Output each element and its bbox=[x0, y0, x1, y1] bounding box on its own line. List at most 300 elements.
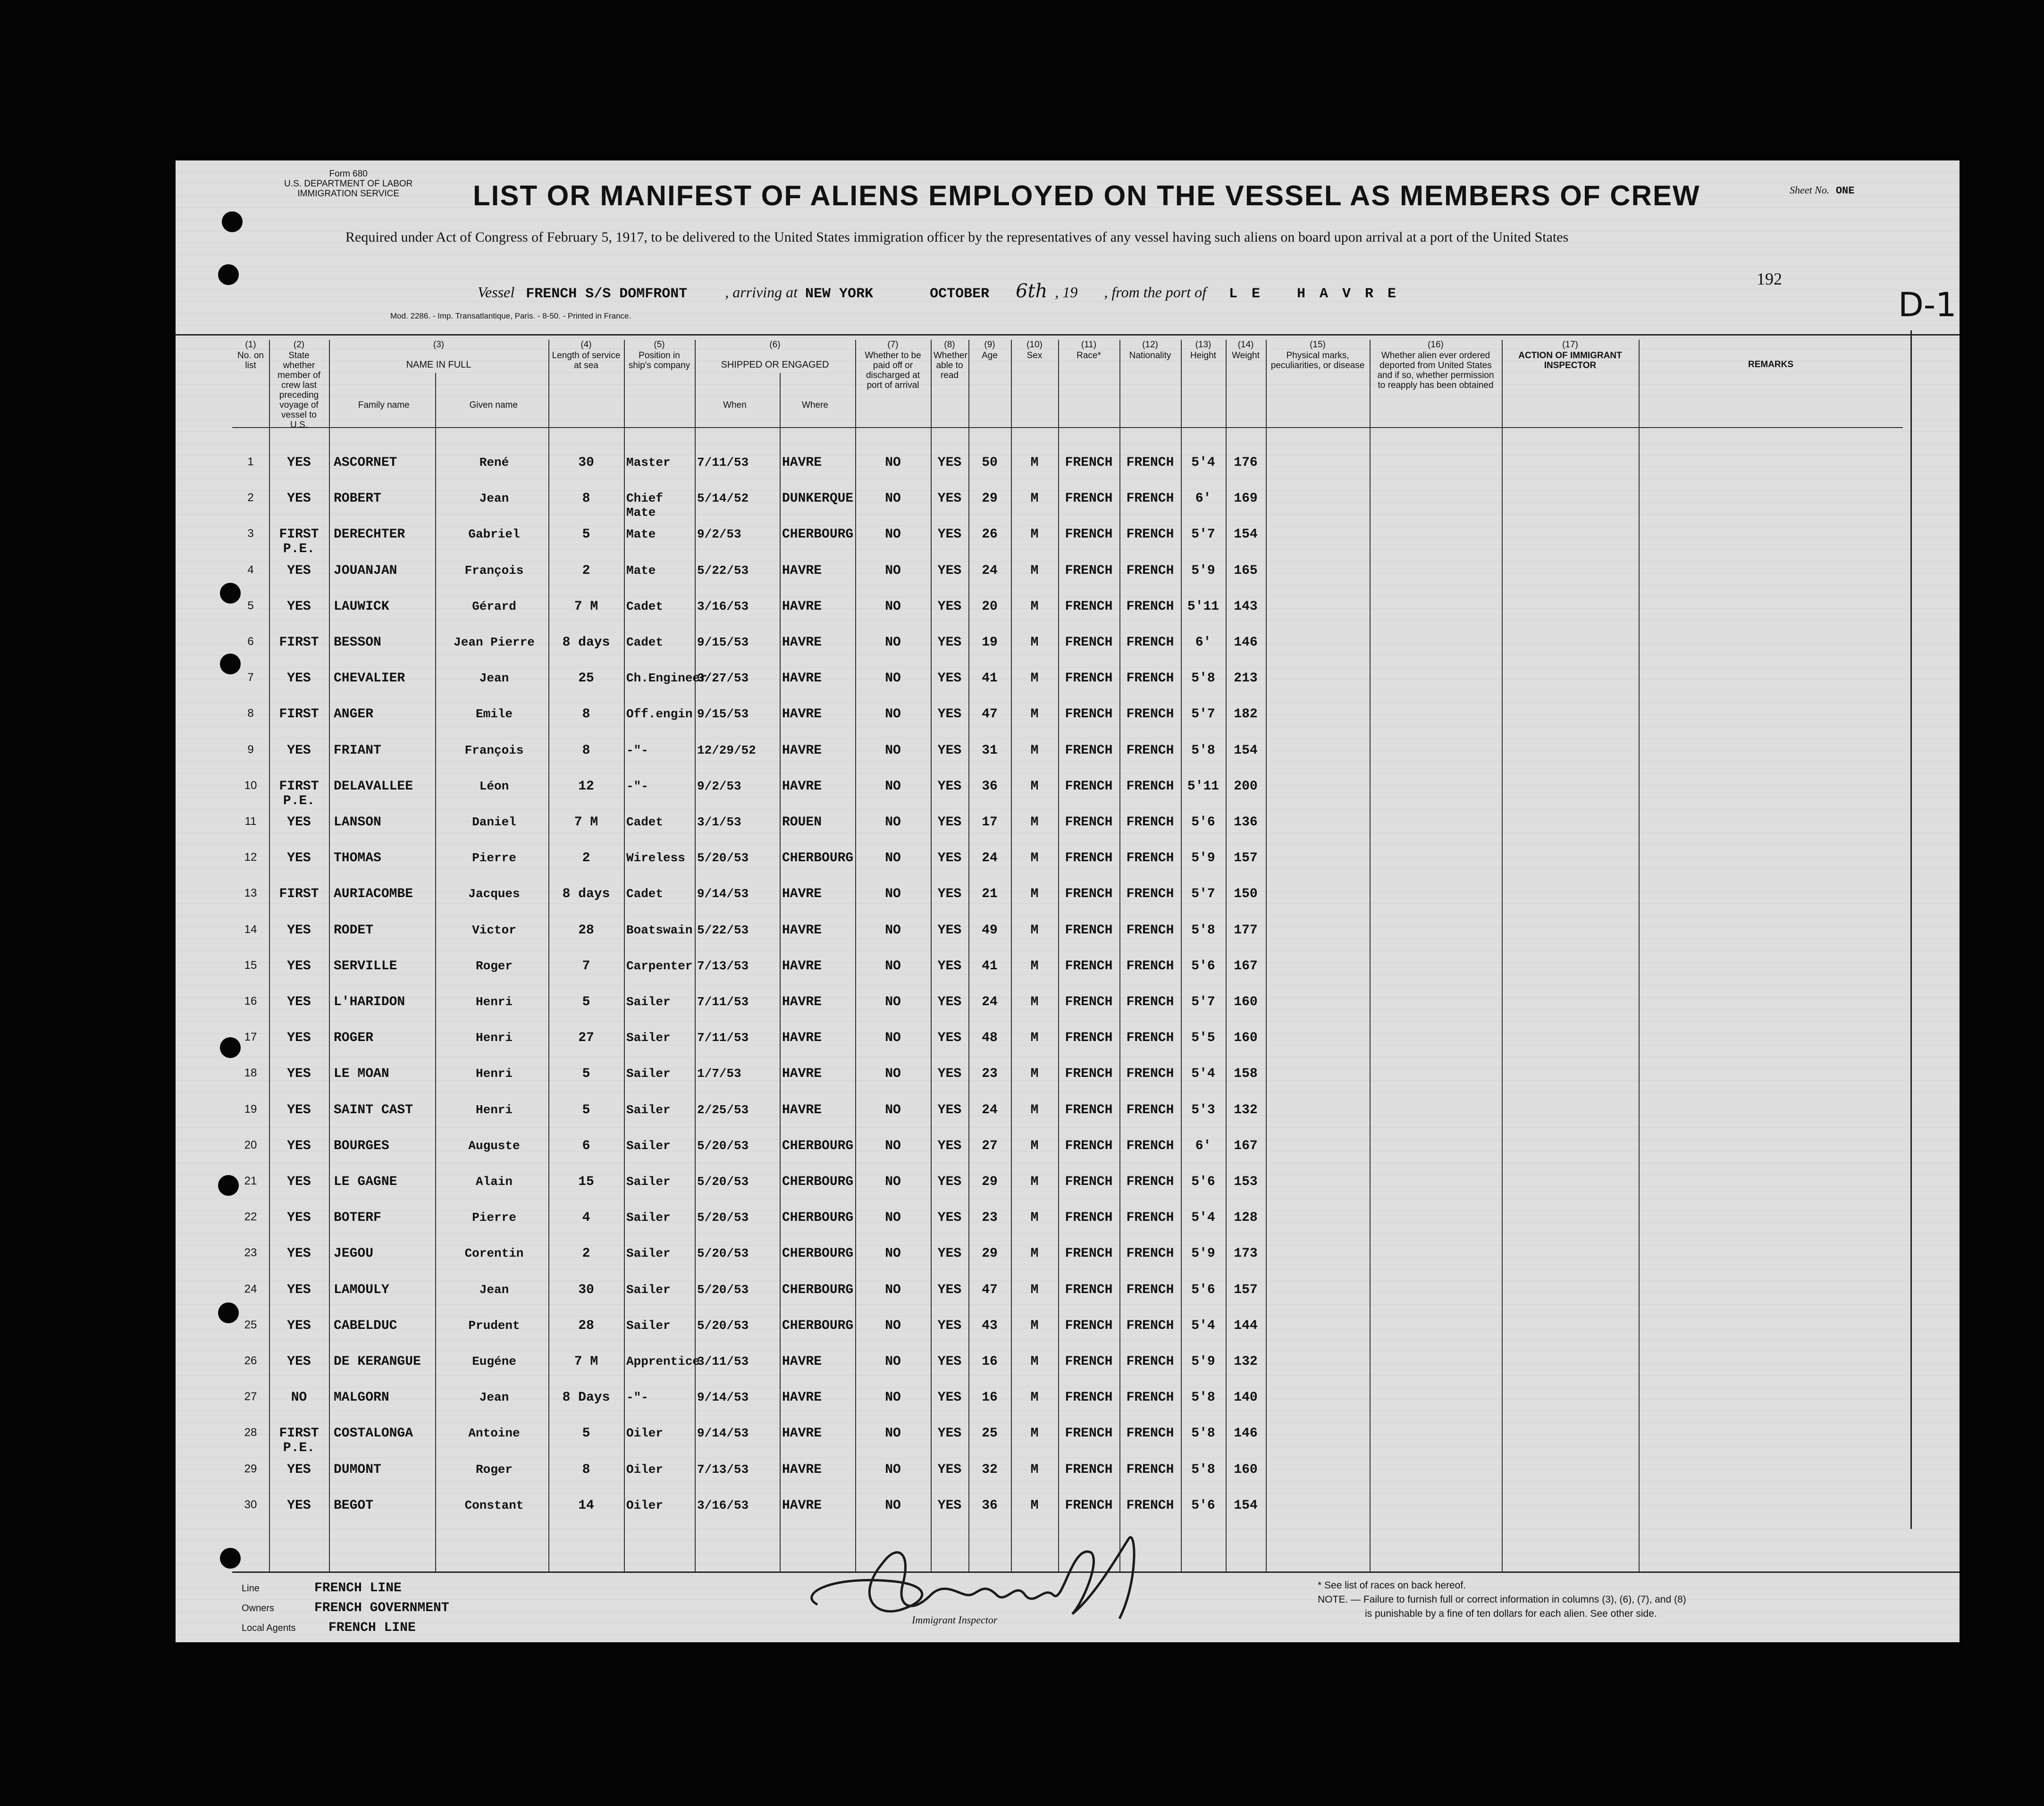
table-cell: 5/14/52 bbox=[697, 491, 749, 506]
table-cell: 6 bbox=[582, 1138, 590, 1153]
table-cell: François bbox=[464, 743, 524, 757]
table-cell: DERECHTER bbox=[334, 527, 405, 542]
table-cell: Sailer bbox=[626, 1102, 671, 1117]
column-number: (1) bbox=[245, 340, 256, 350]
service: IMMIGRATION SERVICE bbox=[297, 189, 400, 199]
table-cell: NO bbox=[885, 1498, 901, 1513]
table-cell: FRENCH bbox=[1065, 491, 1113, 506]
form-info bbox=[284, 169, 412, 199]
table-cell: Boatswain bbox=[626, 923, 693, 937]
table-cell: CHERBOURG bbox=[782, 851, 854, 866]
table-cell: 146 bbox=[1234, 1426, 1258, 1441]
table-cell: YES bbox=[287, 599, 311, 614]
table-cell: FRENCH bbox=[1065, 1498, 1113, 1513]
table-cell: FRENCH bbox=[1126, 491, 1174, 506]
table-cell: Sailer bbox=[626, 1318, 671, 1333]
printer-imprint: Mod. 2286. - Imp. Transatlantique, Paris. - 8-50. - Printed in France. bbox=[390, 311, 631, 320]
table-cell: NO bbox=[885, 743, 901, 758]
table-cell: RODET bbox=[334, 923, 374, 938]
sub-column-label: When bbox=[723, 400, 747, 410]
table-cell: 47 bbox=[982, 707, 998, 722]
remarks-bracket bbox=[1910, 330, 1912, 1529]
column-number: (9) bbox=[984, 340, 995, 350]
table-cell: 5'9 bbox=[1191, 563, 1215, 578]
table-cell: M bbox=[1030, 815, 1039, 830]
table-cell: CHERBOURG bbox=[782, 1246, 854, 1261]
column-header bbox=[931, 340, 968, 381]
table-cell: 177 bbox=[1234, 923, 1258, 938]
table-cell: NO bbox=[885, 599, 901, 614]
table-cell: 200 bbox=[1234, 779, 1258, 794]
table-cell: Gabriel bbox=[468, 527, 520, 542]
punch-hole bbox=[218, 264, 239, 285]
table-cell: 12 bbox=[244, 851, 257, 864]
table-cell: 3/27/53 bbox=[697, 671, 749, 686]
table-cell: Carpenter bbox=[626, 958, 693, 973]
table-cell: M bbox=[1030, 1390, 1039, 1405]
table-cell: YES bbox=[287, 815, 311, 830]
table-cell: 9/14/53 bbox=[697, 1390, 749, 1405]
table-cell: HAVRE bbox=[782, 1031, 822, 1046]
table-cell: CHERBOURG bbox=[782, 527, 854, 542]
table-cell: 25 bbox=[578, 671, 594, 686]
table-cell: FRENCH bbox=[1065, 527, 1113, 542]
table-cell: 9/14/53 bbox=[697, 1426, 749, 1441]
table-cell: Sailer bbox=[626, 1210, 671, 1225]
table-cell: YES bbox=[287, 995, 311, 1009]
table-cell: 5'4 bbox=[1191, 1067, 1215, 1082]
table-cell: FRENCH bbox=[1065, 563, 1113, 578]
table-cell: 19 bbox=[982, 635, 998, 650]
table-cell: M bbox=[1030, 1426, 1039, 1441]
table-cell: 12 bbox=[578, 779, 594, 794]
table-cell: ROBERT bbox=[334, 491, 381, 506]
table-cell: 140 bbox=[1234, 1390, 1258, 1405]
remarks-annotation: D-1 bbox=[1898, 286, 1957, 324]
table-cell: YES bbox=[937, 599, 962, 614]
table-cell: 158 bbox=[1234, 1067, 1258, 1082]
table-cell: FRENCH bbox=[1126, 1498, 1174, 1513]
table-cell: HAVRE bbox=[782, 671, 822, 686]
column-label: Nationality bbox=[1129, 351, 1171, 361]
table-cell: M bbox=[1030, 491, 1039, 506]
table-cell: 165 bbox=[1234, 563, 1258, 578]
table-cell: M bbox=[1030, 527, 1039, 542]
table-cell: FRENCH bbox=[1126, 1282, 1174, 1297]
table-cell: FRENCH bbox=[1065, 815, 1113, 830]
table-cell: FIRST bbox=[279, 887, 319, 902]
table-cell: 47 bbox=[982, 1282, 998, 1297]
table-cell: NO bbox=[885, 923, 901, 938]
footer-line-row bbox=[242, 1581, 402, 1596]
table-cell: YES bbox=[937, 671, 962, 686]
table-cell: 43 bbox=[982, 1318, 998, 1333]
table-cell: 2 bbox=[582, 563, 590, 578]
table-cell: YES bbox=[287, 1318, 311, 1333]
table-cell: Cadet bbox=[626, 599, 664, 613]
table-cell: 157 bbox=[1234, 851, 1258, 866]
line-value: FRENCH LINE bbox=[314, 1581, 402, 1596]
table-cell: YES bbox=[287, 563, 311, 578]
table-cell: 143 bbox=[1234, 599, 1258, 614]
table-cell: CHERBOURG bbox=[782, 1138, 854, 1153]
table-cell: 10 bbox=[244, 779, 257, 792]
table-cell: 5'11 bbox=[1187, 779, 1220, 794]
table-cell: FRENCH bbox=[1126, 1354, 1174, 1369]
column-label: Whether alien ever ordered deported from United States and if so, whether permission to reapply has been obtained bbox=[1377, 351, 1494, 390]
column-label: No. on list bbox=[237, 351, 264, 370]
table-cell: M bbox=[1030, 671, 1039, 686]
table-cell: YES bbox=[287, 671, 311, 686]
column-label: Physical marks, peculiarities, or disease bbox=[1270, 351, 1365, 370]
table-cell: 5 bbox=[582, 1067, 590, 1082]
table-cell: René bbox=[479, 455, 509, 470]
table-cell: YES bbox=[287, 1175, 311, 1189]
year-prefix: , 19 bbox=[1055, 284, 1078, 301]
table-cell: 5'6 bbox=[1191, 1498, 1215, 1513]
table-cell: 4 bbox=[582, 1210, 590, 1226]
table-cell: 30 bbox=[578, 1282, 594, 1297]
table-cell: LAUWICK bbox=[334, 599, 389, 614]
column-label: Whether to be paid off or discharged at port of arrival bbox=[865, 351, 921, 390]
column-divider bbox=[968, 340, 969, 1571]
column-divider bbox=[1639, 340, 1640, 1571]
table-cell: 5'8 bbox=[1191, 671, 1215, 686]
table-cell: FRENCH bbox=[1126, 599, 1174, 614]
table-cell: 5'6 bbox=[1191, 815, 1215, 830]
table-cell: FRENCH bbox=[1065, 851, 1113, 866]
table-cell: 5'6 bbox=[1191, 958, 1215, 974]
table-cell: M bbox=[1030, 455, 1039, 470]
table-cell: HAVRE bbox=[782, 958, 822, 974]
table-cell: NO bbox=[885, 671, 901, 686]
table-cell: NO bbox=[885, 851, 901, 866]
table-cell: LANSON bbox=[334, 815, 381, 830]
arrival-day: 6th bbox=[1016, 280, 1048, 302]
table-cell: 36 bbox=[982, 1498, 998, 1513]
arriving-label: , arriving at bbox=[725, 284, 798, 301]
table-cell: 7 M bbox=[574, 599, 598, 614]
table-cell: FRENCH bbox=[1065, 599, 1113, 614]
column-divider bbox=[1266, 340, 1267, 1571]
table-cell: NO bbox=[291, 1390, 307, 1405]
table-cell: M bbox=[1030, 1318, 1039, 1333]
table-cell: 3/1/53 bbox=[697, 815, 741, 829]
table-cell: 5'4 bbox=[1191, 1318, 1215, 1333]
table-cell: 25 bbox=[982, 1426, 998, 1441]
sub-column-label: Family name bbox=[358, 400, 410, 410]
table-cell: 154 bbox=[1234, 527, 1258, 542]
table-cell: Constant bbox=[464, 1498, 524, 1512]
table-cell: NO bbox=[885, 1175, 901, 1189]
table-cell: 3/11/53 bbox=[697, 1354, 749, 1369]
table-cell: 5 bbox=[582, 527, 590, 542]
table-cell: BESSON bbox=[334, 635, 381, 650]
table-cell: YES bbox=[287, 1031, 311, 1046]
table-cell: FRENCH bbox=[1126, 1067, 1174, 1082]
table-cell: 26 bbox=[982, 527, 998, 542]
table-cell: 2 bbox=[582, 1246, 590, 1261]
table-cell: -"- bbox=[626, 779, 648, 793]
column-header bbox=[968, 340, 1011, 361]
agents-value: FRENCH LINE bbox=[328, 1621, 416, 1635]
table-cell: MALGORN bbox=[334, 1390, 389, 1405]
table-cell: Jean bbox=[479, 671, 509, 686]
table-cell: YES bbox=[937, 779, 962, 794]
column-header bbox=[269, 340, 329, 431]
manifest-table bbox=[232, 340, 1960, 1595]
table-cell: FRENCH bbox=[1065, 1390, 1113, 1405]
table-cell: 41 bbox=[982, 958, 998, 974]
vessel-name: FRENCH S/S DOMFRONT bbox=[526, 286, 688, 302]
table-cell: Auguste bbox=[468, 1138, 520, 1153]
column-header bbox=[1226, 340, 1266, 361]
column-divider bbox=[1058, 340, 1059, 1571]
table-cell: YES bbox=[287, 1462, 311, 1477]
column-divider bbox=[931, 340, 932, 1571]
table-cell: 176 bbox=[1234, 455, 1258, 470]
table-cell: YES bbox=[287, 1282, 311, 1297]
table-cell: FRENCH bbox=[1126, 958, 1174, 974]
table-cell: 15 bbox=[244, 958, 257, 972]
table-cell: 160 bbox=[1234, 995, 1258, 1009]
arriving-port: NEW YORK bbox=[805, 286, 874, 302]
column-divider bbox=[1011, 340, 1012, 1571]
table-cell: FRENCH bbox=[1065, 887, 1113, 902]
column-header bbox=[695, 340, 855, 410]
table-cell: 153 bbox=[1234, 1175, 1258, 1189]
table-cell: NO bbox=[885, 995, 901, 1009]
table-cell: Mate bbox=[626, 563, 656, 578]
table-cell: 5'5 bbox=[1191, 1031, 1215, 1046]
table-cell: 5/20/53 bbox=[697, 1246, 749, 1261]
owners-label: Owners bbox=[242, 1603, 274, 1613]
table-cell: HAVRE bbox=[782, 707, 822, 722]
table-cell: 11 bbox=[244, 815, 257, 828]
table-cell: Sailer bbox=[626, 1067, 671, 1081]
table-cell: M bbox=[1030, 1462, 1039, 1477]
table-cell: 6' bbox=[1195, 635, 1211, 650]
table-cell: DUMONT bbox=[334, 1462, 381, 1477]
table-cell: FRENCH bbox=[1126, 1246, 1174, 1261]
table-cell: HAVRE bbox=[782, 887, 822, 902]
table-cell: FRIANT bbox=[334, 743, 381, 758]
column-number: (7) bbox=[887, 340, 899, 350]
table-cell: 5'7 bbox=[1191, 887, 1215, 902]
column-number: (16) bbox=[1428, 340, 1444, 350]
column-divider bbox=[329, 340, 330, 1571]
column-header bbox=[624, 340, 695, 371]
table-cell: 7/13/53 bbox=[697, 958, 749, 973]
table-cell: 132 bbox=[1234, 1354, 1258, 1369]
table-cell: FRENCH bbox=[1126, 455, 1174, 470]
table-cell: Jean bbox=[479, 491, 509, 506]
column-header bbox=[1639, 340, 1903, 370]
table-cell: HAVRE bbox=[782, 779, 822, 794]
department: U.S. DEPARTMENT OF LABOR bbox=[284, 179, 413, 189]
column-number: (14) bbox=[1237, 340, 1254, 350]
table-cell: NO bbox=[885, 958, 901, 974]
table-cell: M bbox=[1030, 1498, 1039, 1513]
table-cell: NO bbox=[885, 887, 901, 902]
table-cell: 6' bbox=[1195, 491, 1211, 506]
table-cell: 2 bbox=[247, 491, 254, 504]
table-cell: 2/25/53 bbox=[697, 1102, 749, 1117]
table-cell: YES bbox=[287, 923, 311, 938]
table-cell: Pierre bbox=[472, 1210, 516, 1225]
table-cell: NO bbox=[885, 455, 901, 470]
table-cell: Corentin bbox=[464, 1246, 524, 1261]
table-cell: Jean bbox=[479, 1282, 509, 1297]
table-cell: M bbox=[1030, 1031, 1039, 1046]
table-cell: 9/15/53 bbox=[697, 707, 749, 722]
table-cell: HAVRE bbox=[782, 1354, 822, 1369]
table-cell: FRENCH bbox=[1126, 707, 1174, 722]
column-label: Sex bbox=[1026, 351, 1043, 361]
column-number: (15) bbox=[1310, 340, 1326, 350]
table-cell: NO bbox=[885, 707, 901, 722]
table-cell: FRENCH bbox=[1126, 995, 1174, 1009]
table-cell: Victor bbox=[472, 923, 516, 937]
column-label: Height bbox=[1190, 351, 1216, 361]
table-cell: 17 bbox=[982, 815, 998, 830]
table-cell: ANGER bbox=[334, 707, 374, 722]
table-cell: 160 bbox=[1234, 1031, 1258, 1046]
header-rule bbox=[176, 334, 1960, 336]
table-cell: 1/7/53 bbox=[697, 1067, 741, 1081]
table-cell: FRENCH bbox=[1065, 635, 1113, 650]
table-cell: YES bbox=[287, 1138, 311, 1153]
table-cell: FRENCH bbox=[1065, 1318, 1113, 1333]
table-cell: HAVRE bbox=[782, 923, 822, 938]
table-cell: YES bbox=[937, 815, 962, 830]
column-divider bbox=[855, 340, 856, 1571]
table-cell: 20 bbox=[244, 1138, 257, 1151]
sub-column-divider bbox=[435, 373, 436, 1571]
column-divider bbox=[1119, 340, 1120, 1571]
column-divider bbox=[1370, 340, 1371, 1571]
table-cell: FRENCH bbox=[1126, 887, 1174, 902]
table-cell: FIRST bbox=[279, 707, 319, 722]
inspector-caption: Immigrant Inspector bbox=[912, 1614, 998, 1626]
table-cell: Henri bbox=[475, 995, 513, 1009]
table-cell: 132 bbox=[1234, 1102, 1258, 1117]
table-cell: 8 bbox=[582, 1462, 590, 1477]
table-cell: FRENCH bbox=[1126, 1102, 1174, 1117]
table-cell: Mate bbox=[626, 527, 656, 542]
table-cell: FRENCH bbox=[1126, 671, 1174, 686]
table-cell: 136 bbox=[1234, 815, 1258, 830]
table-cell: M bbox=[1030, 995, 1039, 1009]
table-cell: 22 bbox=[244, 1210, 257, 1224]
table-cell: YES bbox=[937, 1354, 962, 1369]
table-cell: NO bbox=[885, 491, 901, 506]
table-cell: 49 bbox=[982, 923, 998, 938]
table-cell: FRENCH bbox=[1065, 779, 1113, 794]
table-cell: FRENCH bbox=[1126, 1031, 1174, 1046]
table-cell: NO bbox=[885, 1390, 901, 1405]
table-cell: 5'3 bbox=[1191, 1102, 1215, 1117]
column-number: (6) bbox=[769, 340, 781, 350]
table-cell: NO bbox=[885, 1246, 901, 1261]
table-cell: SERVILLE bbox=[334, 958, 397, 974]
table-cell: M bbox=[1030, 887, 1039, 902]
table-cell: HAVRE bbox=[782, 1426, 822, 1441]
table-cell: M bbox=[1030, 1138, 1039, 1153]
table-cell: 173 bbox=[1234, 1246, 1258, 1261]
table-cell: 8 bbox=[582, 491, 590, 506]
column-number: (17) bbox=[1562, 340, 1578, 350]
table-cell: M bbox=[1030, 1102, 1039, 1117]
page-title: LIST OR MANIFEST OF ALIENS EMPLOYED ON THE VESSEL AS MEMBERS OF CREW bbox=[473, 180, 1700, 211]
table-cell: FRENCH bbox=[1065, 1138, 1113, 1153]
table-cell: 16 bbox=[982, 1390, 998, 1405]
table-cell: 30 bbox=[244, 1498, 257, 1511]
table-cell: FRENCH bbox=[1065, 1246, 1113, 1261]
table-cell: Cadet bbox=[626, 887, 664, 901]
table-cell: JEGOU bbox=[334, 1246, 374, 1261]
table-cell: 8 days bbox=[562, 887, 610, 902]
table-cell: 5'9 bbox=[1191, 851, 1215, 866]
table-cell: 7/13/53 bbox=[697, 1462, 749, 1477]
table-cell: YES bbox=[937, 527, 962, 542]
table-cell: 3 bbox=[247, 527, 254, 540]
table-cell: NO bbox=[885, 779, 901, 794]
table-cell: NO bbox=[885, 1354, 901, 1369]
table-cell: YES bbox=[937, 1175, 962, 1189]
table-cell: Cadet bbox=[626, 815, 664, 829]
table-cell: 25 bbox=[244, 1318, 257, 1331]
table-cell: M bbox=[1030, 1246, 1039, 1261]
column-divider bbox=[269, 340, 270, 1571]
footer-agents-row bbox=[242, 1621, 416, 1635]
table-cell: FRENCH bbox=[1065, 995, 1113, 1009]
table-cell: Chief Mate bbox=[626, 491, 664, 520]
table-cell: NO bbox=[885, 527, 901, 542]
column-label: Position in ship's company bbox=[628, 351, 690, 370]
table-cell: 5 bbox=[582, 1426, 590, 1441]
column-label: ACTION OF IMMIGRANT INSPECTOR bbox=[1518, 351, 1622, 370]
table-cell: 128 bbox=[1234, 1210, 1258, 1226]
table-cell: 7/11/53 bbox=[697, 1031, 749, 1045]
table-cell: NO bbox=[885, 1102, 901, 1117]
year-stamp: 192 bbox=[1757, 269, 1782, 288]
table-cell: Léon bbox=[479, 779, 509, 793]
table-cell: 5'8 bbox=[1191, 1462, 1215, 1477]
table-cell: YES bbox=[937, 1138, 962, 1153]
table-cell: Sailer bbox=[626, 1282, 671, 1297]
column-divider bbox=[624, 340, 625, 1571]
table-cell: NO bbox=[885, 1067, 901, 1082]
table-cell: FRENCH bbox=[1065, 1282, 1113, 1297]
table-cell: 157 bbox=[1234, 1282, 1258, 1297]
table-cell: 5 bbox=[247, 599, 254, 612]
table-cell: 21 bbox=[244, 1175, 257, 1187]
table-cell: 5 bbox=[582, 995, 590, 1009]
table-cell: M bbox=[1030, 923, 1039, 938]
column-header bbox=[1266, 340, 1370, 371]
table-cell: YES bbox=[937, 1210, 962, 1226]
table-cell: LAMOULY bbox=[334, 1282, 389, 1297]
table-cell: YES bbox=[937, 1102, 962, 1117]
table-cell: 24 bbox=[982, 563, 998, 578]
table-cell: YES bbox=[937, 707, 962, 722]
vessel-label: Vessel bbox=[478, 284, 515, 301]
table-cell: 5'8 bbox=[1191, 923, 1215, 938]
table-cell: 27 bbox=[578, 1031, 594, 1046]
table-cell: FRENCH bbox=[1065, 1102, 1113, 1117]
table-cell: Wireless bbox=[626, 851, 685, 865]
